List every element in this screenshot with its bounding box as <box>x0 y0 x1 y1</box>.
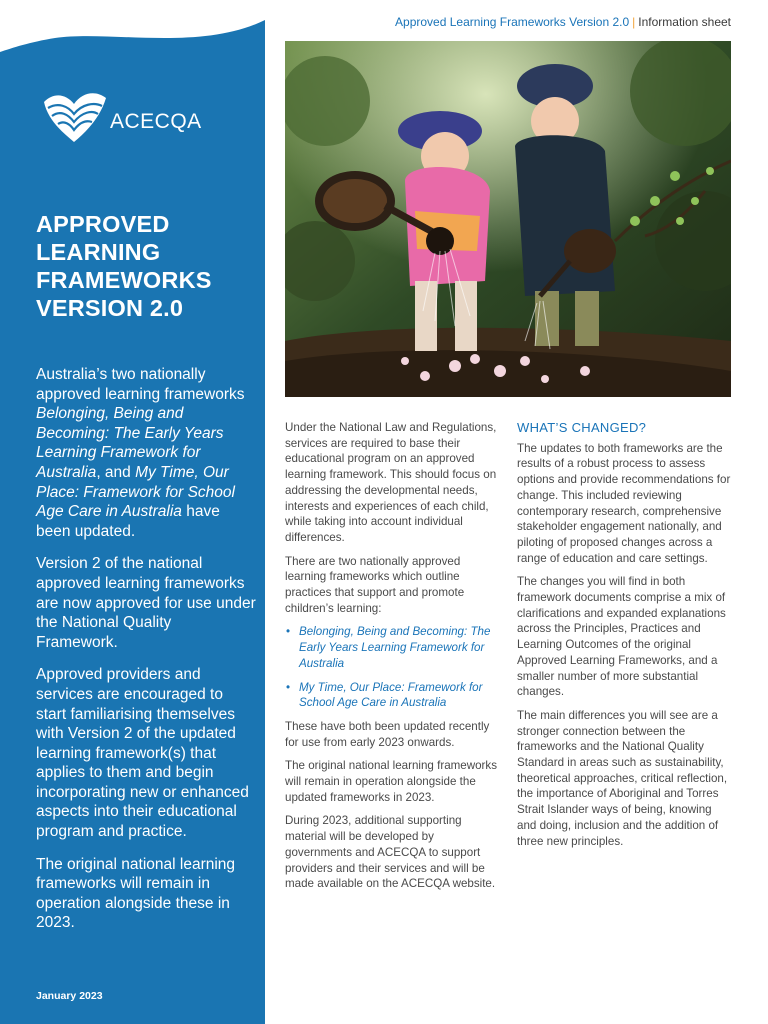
body-column-right <box>517 420 732 857</box>
text-run: Australia’s two nationally approved learning frameworks <box>36 366 245 403</box>
logo-text: ACECQA <box>110 110 202 133</box>
paragraph: The original national learning frameworks will remain in operation alongside the updated frameworks in 2023. <box>285 759 498 804</box>
sidebar-paragraph-3: Approved providers and services are encouraged to start familiarising themselves with Version 2 of the updated learning framework(s) that applies to them and begin incorporating new or enhanced aspects into their educational program and practice. <box>36 666 249 841</box>
photo-illustration <box>285 41 731 397</box>
sidebar-wave-decoration <box>0 0 265 60</box>
title-line: LEARNING <box>36 239 161 265</box>
acecqa-wave-heart-logo-icon <box>40 88 108 146</box>
acecqa-logo <box>40 88 202 146</box>
list-item: • Belonging, Being and Becoming: The Early Years Learning Framework for Australia <box>285 624 500 671</box>
header-title: Approved Learning Frameworks Version 2.0 <box>395 15 630 29</box>
title-line: FRAMEWORKS <box>36 267 212 293</box>
publication-date: January 2023 <box>36 990 103 1002</box>
header-separator: | <box>632 15 636 29</box>
list-item: • My Time, Our Place: Framework for School Age Care in Australia <box>285 680 500 711</box>
paragraph: The main differences you will see are a stronger connection between the frameworks and the National Quality Standard in areas such as sustainability, theoretical approaches, critical reflection, the importance of Aboriginal and Torres Strait Islander ways of being, knowing and doing, inclusion and the addition of three new principles. <box>517 708 728 848</box>
header-doc-type: Information sheet <box>638 15 731 29</box>
frameworks-list <box>285 624 500 711</box>
paragraph: The updates to both frameworks are the results of a robust process to assess options and provide recommendations for change. This included reviewing contemporary research, comprehensive stakeholder engagement nationally, and piloting of proposed changes across a range of education and care settings. <box>517 441 731 565</box>
sidebar-title <box>36 210 246 322</box>
sidebar-paragraph-4: The original national learning frameworks will remain in operation alongside these in 2023. <box>36 855 236 932</box>
framework-title-eylf: Belonging, Being and Becoming: The Early Years Learning Framework for Australia <box>36 405 224 481</box>
sidebar-paragraph-2: Version 2 of the national approved learning frameworks are now approved for use under the National Quality Framework. <box>36 555 256 651</box>
text-run: have been updated. <box>36 503 220 540</box>
paragraph: The changes you will find in both framework documents comprise a mix of clarifications and expanded explanations across the Principles, Practices and Learning Outcomes of the original Approved Learning Frameworks, and a smaller number of more substantial changes. <box>517 575 726 699</box>
framework-title-mtop: My Time, Our Place: Framework for School Age Care in Australia <box>36 463 235 521</box>
section-heading-whats-changed: WHAT’S CHANGED? <box>517 420 647 435</box>
sidebar-paragraph-1 <box>36 365 256 541</box>
paragraph: Under the National Law and Regulations, services are required to base their educational program on an approved learning framework. This should focus on addressing the developmental needs, interests and experiences of each child, while taking into account individual differences. <box>285 421 497 544</box>
title-line: VERSION 2.0 <box>36 295 184 321</box>
body-column-left <box>285 420 500 900</box>
page-header <box>395 14 731 30</box>
paragraph: There are two nationally approved learning frameworks which outline practices that support and promote children’s learning: <box>285 554 465 615</box>
title-line: APPROVED <box>36 211 170 237</box>
text-run: , and <box>96 463 136 481</box>
sidebar-body <box>36 365 256 946</box>
children-watering-plants-photo <box>285 41 731 397</box>
paragraph: These have both been updated recently for use from early 2023 onwards. <box>285 719 490 749</box>
paragraph: During 2023, additional supporting material will be developed by governments and ACECQA to support providers and their services and will be made available on the ACECQA website. <box>285 814 496 891</box>
sidebar-panel <box>0 0 265 1024</box>
